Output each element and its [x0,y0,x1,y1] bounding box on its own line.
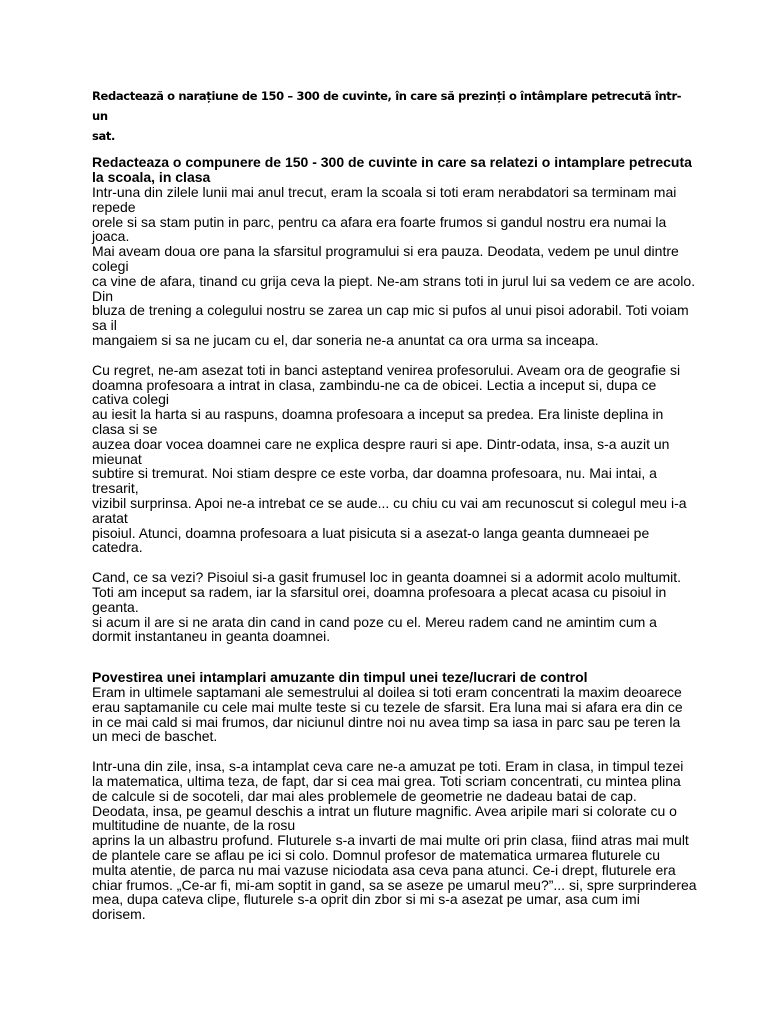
paragraph-line: auzea doar vocea doamnei care ne explica despre rauri si ape. Dintr-odata, insa, s-a auzit un [92,435,670,452]
assignment-prompt-line: Redactează o narațiune de 150 – 300 de cuvinte, în care să prezinți o întâmplare petrecută într-un [92,89,682,123]
paragraph-line: aratat [92,509,128,526]
paragraph-line: Intr-una din zilele lunii mai anul trecut, eram la scoala si toti eram nerabdatori sa terminam mai [92,184,677,200]
section-heading-line: Redacteaza o compunere de 150 - 300 de cuvinte in care sa relatezi o intamplare petrecuta [92,154,692,170]
section-heading: Povestirea unei intamplari amuzante din timpul unei teze/lucrari de control [92,669,588,685]
paragraph-line: de plantele care se aflau pe ici si colo. Domnul profesor de matematica urmarea fluturele cu [92,846,661,863]
paragraph-line: Deodata, insa, pe geamul deschis a intrat un fluture magnific. Avea aripile mari si colorate cu o [92,802,677,819]
paragraph [92,363,692,555]
paragraph-line: orele si sa stam putin in parc, pentru ca afara era foarte frumos si gandul nostru era numai la [92,213,667,230]
essay-section-test [92,669,697,923]
paragraph-line: in ce mai cald si mai frumos, dar niciunul dintre noi nu avea timp sa iasa in parc sau pe teren la [92,713,681,730]
paragraph-line: doamna profesoara a intrat in clasa, zambindu-ne ca de obicei. Lectia a inceput si, dupa ce [92,376,657,393]
essay-section-school [92,154,696,645]
paragraph [92,184,696,348]
paragraph-line: repede [92,198,136,215]
assignment-prompt [92,86,692,146]
paragraph-line: clasa si se [92,420,158,437]
paragraph-line: colegi [92,257,129,274]
paragraph-line: pisoiul. Atunci, doamna profesoara a luat pisicuta si a asezat-o langa geanta dumneaei pe [92,524,650,541]
paragraph-line: Intr-una din zile, insa, s-a intamplat ceva care ne-a amuzat pe toti. Eram in clasa, in timpul tezei [92,758,684,775]
paragraph-line: mea, dupa cateva clipe, fluturele s-a oprit din zbor si mi s-a asezat pe umar, asa cum imi [92,891,640,908]
paragraph-line: erau saptamanile cu cele mai multe teste si cu tezele de sfarsit. Era luna mai si afara era din ce [92,698,683,715]
paragraph-line: mieunat [92,450,142,467]
assignment-prompt-line: sat. [92,129,116,143]
paragraph-line: un meci de baschet. [92,728,218,745]
paragraph-line: ca vine de afara, tinand cu grija ceva la piept. Ne-am strans toti in jurul lui sa vedem ce are acolo. [92,272,696,289]
paragraph-line: au iesit la harta si au raspuns, doamna profesoara a inceput sa predea. Era liniste deplina in [92,406,664,423]
paragraph-line: Cand, ce sa vezi? Pisoiul si-a gasit frumusel loc in geanta doamnei si a adormit acolo multumit. [92,569,682,586]
section-heading [92,155,692,185]
paragraph-line: geanta. [92,598,139,615]
paragraph-line: sa il [92,317,117,334]
paragraph-line: si acum il are si ne arata din cand in cand poze cu el. Mereu radem cand ne amintim cum a [92,613,657,630]
paragraph-line: catedra. [92,539,143,556]
paragraph [92,570,692,644]
paragraph-line: aprins la un albastru profund. Fluturele s-a invarti de mai multe ori prin clasa, fiind atras mai mult [92,832,689,849]
section-heading-line: la scoala, in clasa [92,169,211,185]
paragraph-line: joaca. [92,228,130,245]
paragraph-line: dorisem. [92,906,146,923]
paragraph-line: la matematica, ultima teza, de fapt, dar si cea mai grea. Toti scriam concentrati, cu mintea plina [92,772,681,789]
paragraph-line: Mai aveam doua ore pana la sfarsitul programului si era pauza. Deodata, vedem pe unul dintre [92,243,679,260]
paragraph-line: multitudine de nuante, de la rosu [92,817,296,834]
paragraph-line: multa atentie, de parca nu mai vazuse niciodata asa ceva pana atunci. Ce-i drept, fluturele era [92,861,676,878]
paragraph-line: bluza de trening a colegului nostru se zarea un cap mic si pufos al unui pisoi adorabil. Toti voiam [92,302,689,319]
paragraph-line: Eram in ultimele saptamani ale semestrului al doilea si toti eram concentrati la maxim deoarece [92,684,682,700]
paragraph-line: dormit instantaneu in geanta doamnei. [92,628,331,645]
paragraph-line: vizibil surprinsa. Apoi ne-a intrebat ce se aude... cu chiu cu vai am recunoscut si colegul meu i-a [92,494,687,511]
paragraph-line: Cu regret, ne-am asezat toti in banci asteptand venirea profesorului. Aveam ora de geografie si [92,361,681,378]
paragraph [92,758,697,923]
paragraph-line: Din [92,287,114,304]
paragraph-line: subtire si tremurat. Noi stiam despre ce este vorba, dar doamna profesoara, nu. Mai intai, a [92,465,657,482]
paragraph-line: Toti am inceput sa radem, iar la sfarsitul orei, doamna profesoara a plecat acasa cu pisoiul in [92,583,667,600]
paragraph-line: de calcule si de socoteli, dar mai ales problemele de geometrie ne dadeau batai de cap. [92,787,637,804]
paragraph-line: cativa colegi [92,391,170,408]
paragraph-line: tresarit, [92,480,139,497]
paragraph-line: chiar frumos. „Ce-ar fi, mi-am soptit in gand, sa se aseze pe umarul meu?”... si, spre surprinderea [92,876,697,893]
paragraph-line: mangaiem si sa ne jucam cu el, dar soneria ne-a anuntat ca ora urma sa inceapa. [92,331,599,348]
paragraph [92,685,692,744]
